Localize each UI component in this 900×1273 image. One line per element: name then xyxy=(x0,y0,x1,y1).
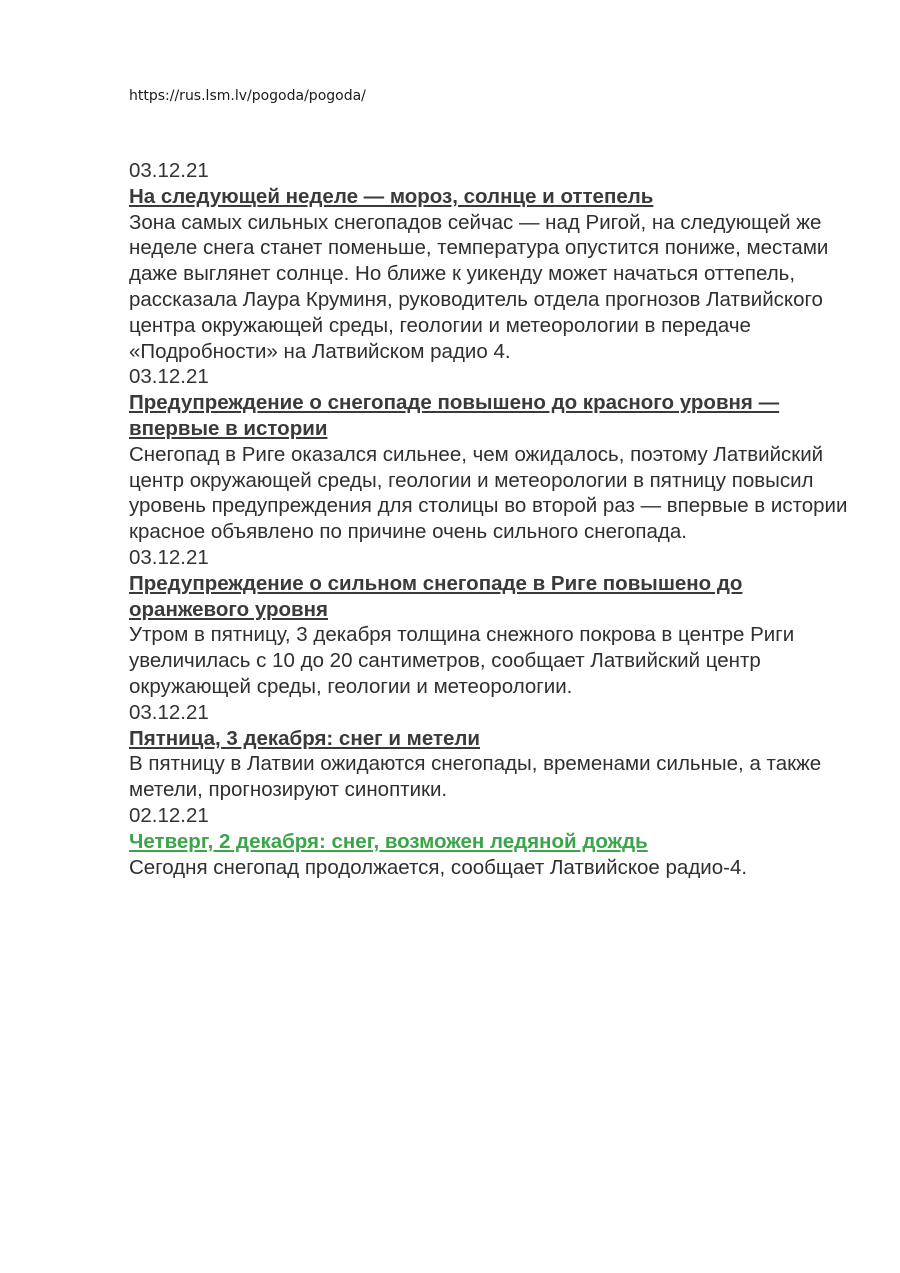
article-headline-link[interactable]: Предупреждение о сильном снегопаде в Риге повышено до оранжевого уровня xyxy=(129,571,743,621)
article-date: 02.12.21 xyxy=(129,803,209,827)
article-5 xyxy=(129,803,849,880)
article-summary: Утром в пятницу, 3 декабря толщина снежного покрова в центре Риги увеличилась с 10 до 20 сантиметров, сообщает Латвийский центр окружающей среды, геологии и метеорологии. xyxy=(129,623,795,698)
article-1 xyxy=(129,158,849,364)
article-summary: Сегодня снегопад продолжается, сообщает Латвийское радио-4. xyxy=(129,855,748,879)
article-headline-link[interactable]: Предупреждение о снегопаде повышено до красного уровня — впервые в истории xyxy=(129,391,780,440)
article-date: 03.12.21 xyxy=(129,159,209,182)
article-3 xyxy=(129,545,849,700)
article-date: 03.12.21 xyxy=(129,700,209,724)
article-headline-link[interactable]: На следующей неделе — мороз, солнце и оттепель xyxy=(129,184,654,208)
article-summary: Зона самых сильных снегопадов сейчас — над Ригой, на следующей же неделе снега станет поменьше, температура опустится пониже, местами даже выглянет солнце. Но ближе к уикенду может начаться оттепель, рассказала Лаура Круминя, руководитель отдела прогнозов Латвийского центра окружающей среды, геологии и метеорологии в передаче «Подробности» на Латвийском радио 4. xyxy=(129,210,829,363)
article-headline-link-visited[interactable]: Четверг, 2 декабря: снег, возможен ледяной дождь xyxy=(129,829,648,853)
article-4 xyxy=(129,700,849,803)
article-headline-link[interactable]: Пятница, 3 декабря: снег и метели xyxy=(129,726,481,750)
article-summary: Снегопад в Риге оказался сильнее, чем ожидалось, поэтому Латвийский центр окружающей среды, геологии и метеорологии в пятницу повысил уровень предупреждения для столицы во второй раз — впервые в истории красное объявлено по причине очень сильного снегопада. xyxy=(129,442,848,544)
source-url: https://rus.lsm.lv/pogoda/pogoda/ xyxy=(129,88,366,104)
news-feed xyxy=(129,158,849,880)
article-summary: В пятницу в Латвии ожидаются снегопады, временами сильные, а также метели, прогнозируют синоптики. xyxy=(129,752,822,802)
article-2 xyxy=(129,364,849,545)
article-date: 03.12.21 xyxy=(129,545,209,569)
article-date: 03.12.21 xyxy=(129,365,209,389)
